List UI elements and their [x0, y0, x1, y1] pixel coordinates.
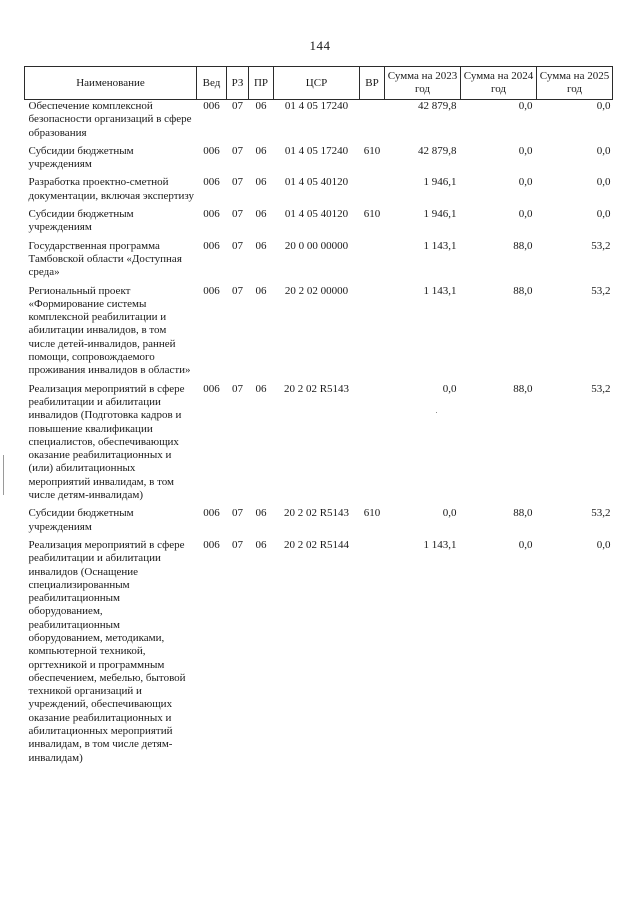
- cell-sum-2025: 0,0: [596, 538, 611, 551]
- cell-sum-2024: 0,0: [518, 144, 533, 157]
- cell-vr: [360, 240, 385, 285]
- cell-sum-2023: 0,0: [442, 507, 457, 520]
- table-body: [25, 100, 613, 770]
- cell-ved: 006: [203, 144, 220, 157]
- cell-sum-2024: 0,0: [518, 100, 533, 112]
- cell-name: Государственная программа Тамбовской области «Доступная среда»: [28, 239, 182, 279]
- cell-pr: 06: [255, 144, 267, 157]
- cell-sum-2023: 1 143,1: [423, 239, 457, 252]
- cell-sum-2023: 42 879,8: [418, 100, 457, 112]
- cell-sum-2023: 1 143,1: [423, 538, 457, 551]
- cell-vr: 610: [363, 144, 381, 157]
- cell-csr: 20 2 02 00000: [284, 284, 349, 297]
- cell-ved: 006: [203, 176, 220, 189]
- cell-pr: 06: [255, 176, 267, 189]
- cell-sum-2024: 88,0: [513, 239, 533, 252]
- cell-sum-2025: 0,0: [596, 144, 611, 157]
- cell-name: Разработка проектно-сметной документации, включая экспертизу: [28, 176, 195, 202]
- scan-artifact: [436, 412, 437, 413]
- cell-sum-2024: 0,0: [518, 176, 533, 189]
- scan-artifact: [3, 455, 4, 495]
- cell-vr: [360, 539, 385, 770]
- cell-rz: 07: [232, 144, 243, 157]
- cell-name: Региональный проект «Формирование системы комплексной реабилитации и абилитации инвалидов, в том числе детей-инвалидов, ранней помощи, сопровождаемого проживания инвалидов в области»: [28, 284, 191, 377]
- cell-name: Реализация мероприятий в сфере реабилитации и абилитации инвалидов (Оснащение специализированным реабилитационным оборудованием, реабилитационным оборудованием, методиками, компьютерной техникой, оргтехникой и программным обеспечением, мебелью, бытовой техникой организаций и учреждений, обеспечивающих оказание реабилитационных и абилитационных мероприятий инвалидам, в том числе детям-инвалидам): [28, 538, 186, 764]
- cell-csr: 20 2 02 R5144: [283, 538, 350, 551]
- cell-ved: 006: [203, 208, 220, 221]
- cell-sum-2023: 1 143,1: [423, 284, 457, 297]
- header-pr: ПР: [249, 67, 274, 100]
- cell-sum-2023: 1 946,1: [423, 208, 457, 221]
- cell-sum-2025: 53,2: [591, 284, 611, 297]
- table-row: [25, 539, 613, 770]
- cell-rz: 07: [232, 100, 243, 112]
- table-row: [25, 383, 613, 508]
- cell-sum-2025: 0,0: [596, 100, 611, 112]
- header-ved: Вед: [197, 67, 227, 100]
- cell-csr: 20 2 02 R5143: [283, 382, 350, 395]
- page-number: 144: [309, 38, 331, 53]
- table-header-row: [25, 67, 613, 100]
- cell-name: Реализация мероприятий в сфере реабилитации и абилитации инвалидов (Подготовка кадров и повышение квалификации специалистов, обеспечивающих оказание реабилитационных и (или) абилитационных мероприятий инвалидам, в том числе детям-инвалидам): [28, 382, 185, 502]
- cell-ved: 006: [203, 538, 220, 551]
- header-csr: ЦСР: [274, 67, 360, 100]
- table-row: [25, 145, 613, 177]
- table-row: [25, 208, 613, 240]
- cell-sum-2024: 88,0: [513, 284, 533, 297]
- cell-sum-2023: 42 879,8: [418, 144, 457, 157]
- cell-ved: 006: [203, 100, 220, 112]
- cell-pr: 06: [255, 538, 267, 551]
- cell-name: Обеспечение комплексной безопасности организаций в сфере образования: [28, 100, 192, 139]
- cell-sum-2024: 0,0: [518, 538, 533, 551]
- cell-csr: 01 4 05 17240: [284, 100, 349, 112]
- cell-vr: 610: [363, 507, 381, 520]
- cell-sum-2025: 0,0: [596, 208, 611, 221]
- cell-name: Субсидии бюджетным учреждениям: [28, 507, 134, 533]
- cell-pr: 06: [255, 507, 267, 520]
- table-row: [25, 100, 613, 145]
- table-row: [25, 285, 613, 383]
- cell-csr: 01 4 05 40120: [284, 208, 349, 221]
- cell-csr: 20 0 00 00000: [284, 239, 349, 252]
- cell-vr: [360, 383, 385, 508]
- header-rz: РЗ: [227, 67, 249, 100]
- cell-csr: 01 4 05 40120: [284, 176, 349, 189]
- cell-pr: 06: [255, 239, 267, 252]
- cell-ved: 006: [203, 507, 220, 520]
- cell-sum-2023: 1 946,1: [423, 176, 457, 189]
- cell-sum-2024: 88,0: [513, 382, 533, 395]
- cell-name: Субсидии бюджетным учреждениям: [28, 144, 134, 171]
- budget-table: [24, 66, 613, 770]
- cell-rz: 07: [232, 176, 243, 189]
- cell-ved: 006: [203, 239, 220, 252]
- cell-vr: 610: [363, 208, 381, 221]
- cell-sum-2025: 0,0: [596, 176, 611, 189]
- header-name: Наименование: [25, 67, 197, 100]
- cell-pr: 06: [255, 284, 267, 297]
- header-sum-2023: Сумма на 2023 год: [385, 67, 461, 100]
- cell-rz: 07: [232, 507, 243, 520]
- header-sum-2024: Сумма на 2024 год: [461, 67, 537, 100]
- cell-csr: 01 4 05 17240: [284, 144, 349, 157]
- cell-rz: 07: [232, 382, 243, 395]
- cell-sum-2025: 53,2: [591, 239, 611, 252]
- cell-sum-2024: 0,0: [518, 208, 533, 221]
- cell-rz: 07: [232, 208, 243, 221]
- cell-rz: 07: [232, 239, 243, 252]
- table-row: [25, 507, 613, 539]
- cell-vr: [360, 285, 385, 383]
- cell-csr: 20 2 02 R5143: [283, 507, 350, 520]
- cell-vr: [360, 100, 385, 145]
- cell-pr: 06: [255, 208, 267, 221]
- cell-vr: [360, 176, 385, 208]
- cell-pr: 06: [255, 100, 267, 112]
- cell-sum-2024: 88,0: [513, 507, 533, 520]
- table-row: [25, 240, 613, 285]
- cell-ved: 006: [203, 284, 220, 297]
- cell-pr: 06: [255, 382, 267, 395]
- cell-name: Субсидии бюджетным учреждениям: [28, 208, 134, 234]
- header-vr: ВР: [360, 67, 385, 100]
- cell-rz: 07: [232, 538, 243, 551]
- cell-sum-2025: 53,2: [591, 382, 611, 395]
- header-sum-2025: Сумма на 2025 год: [537, 67, 613, 100]
- cell-sum-2025: 53,2: [591, 507, 611, 520]
- cell-sum-2023: 0,0: [442, 382, 457, 395]
- table-row: [25, 176, 613, 208]
- cell-rz: 07: [232, 284, 243, 297]
- cell-ved: 006: [203, 382, 220, 395]
